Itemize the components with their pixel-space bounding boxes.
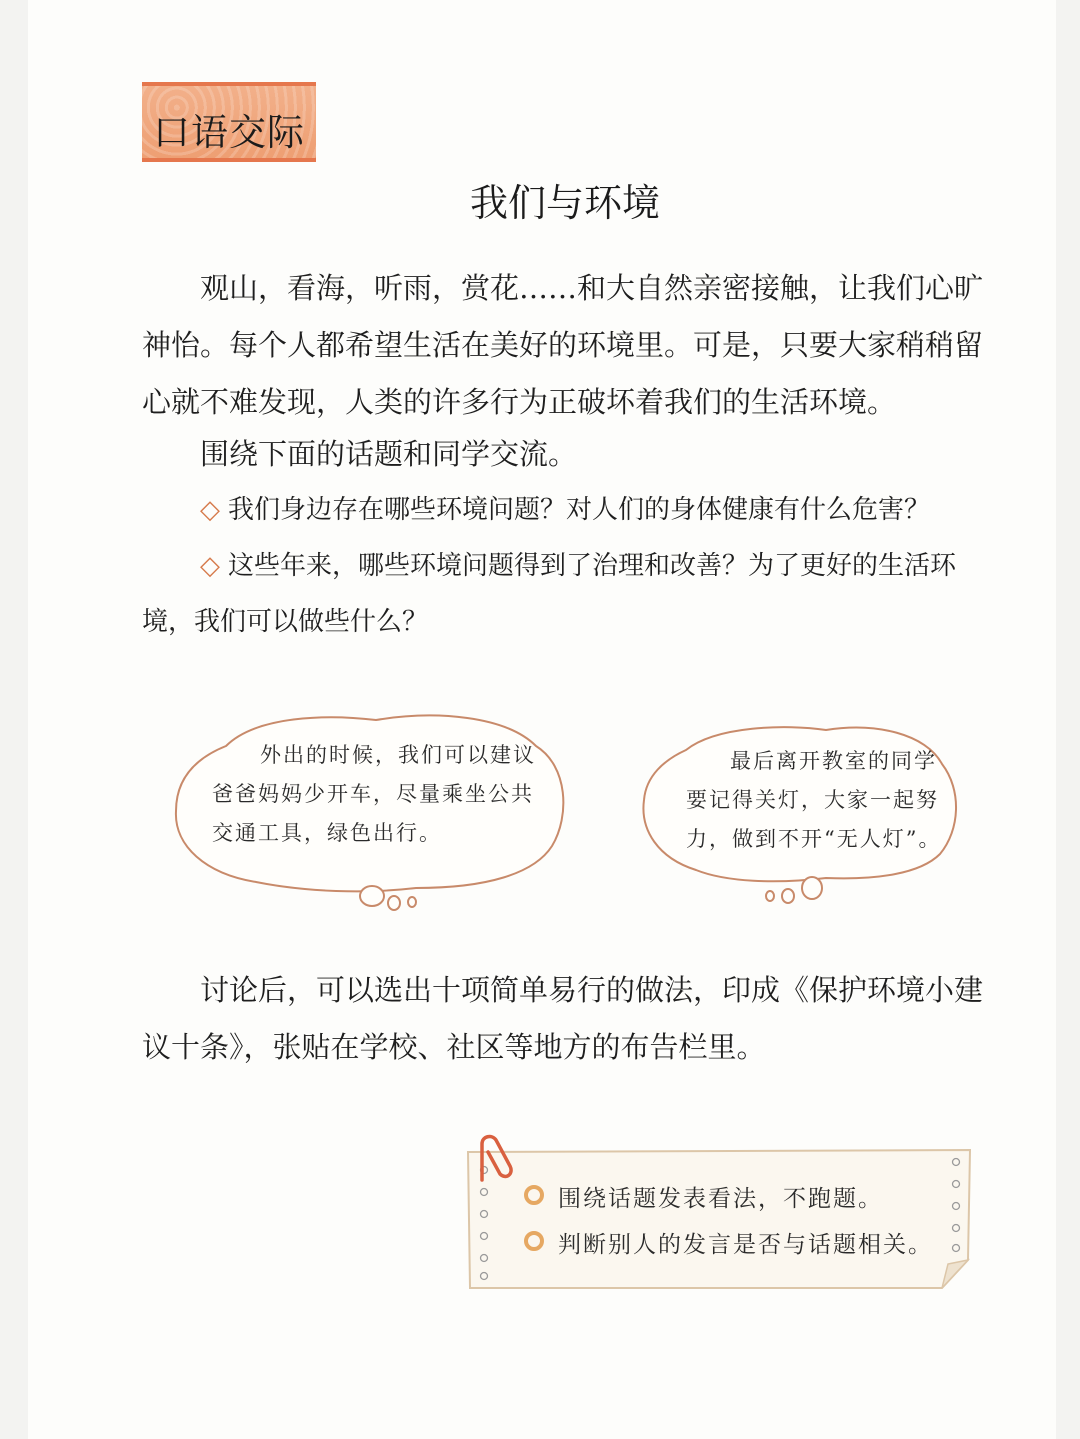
intro-paragraph: 观山，看海，听雨，赏花……和大自然亲密接触，让我们心旷神怡。每个人都希望生活在美好的环境里。可是，只要大家稍稍留心就不难发现，人类的许多行为正破坏着我们的生活环境。 <box>142 271 984 419</box>
notepad-card-icon <box>466 1148 972 1290</box>
speech-bubble-2 <box>636 720 966 910</box>
section-label-banner <box>142 82 316 162</box>
topic-item-1 <box>142 482 990 539</box>
paperclip-icon <box>470 1130 520 1190</box>
speech-bubble-1 <box>166 706 576 916</box>
tip-text-1: 围绕话题发表看法，不跑题。 <box>558 1186 883 1212</box>
discussion-prompt: 围绕下面的话题和同学交流。 <box>200 437 578 471</box>
topic-text-2: 这些年来，哪些环境问题得到了治理和改善？为了更好的生活环境，我们可以做些什么？ <box>142 551 957 637</box>
topic-text-1: 我们身边存在哪些环境问题？对人们的身体健康有什么危害？ <box>228 495 931 525</box>
lesson-title: 我们与环境 <box>469 181 660 225</box>
ring-bullet-icon <box>524 1231 544 1251</box>
topic-item-2 <box>142 538 990 650</box>
section-label: 口语交际 <box>153 111 305 154</box>
tip-item-1 <box>524 1180 883 1213</box>
diamond-bullet-icon: ◇ <box>200 551 220 581</box>
tip-item-2 <box>524 1226 933 1259</box>
ring-bullet-icon <box>524 1185 544 1205</box>
tip-text-2: 判断别人的发言是否与话题相关。 <box>558 1232 933 1258</box>
closing-paragraph: 讨论后，可以选出十项简单易行的做法，印成《保护环境小建议十条》，张贴在学校、社区等地方的布告栏里。 <box>142 973 984 1064</box>
tip-card <box>466 1148 972 1290</box>
diamond-bullet-icon: ◇ <box>200 495 220 525</box>
bubble-text-2: 最后离开教室的同学要记得关灯，大家一起努力，做到不开“无人灯”。 <box>686 749 942 851</box>
bubble-text-1: 外出的时候，我们可以建议爸爸妈妈少开车，尽量乘坐公共交通工具，绿色出行。 <box>212 743 536 845</box>
